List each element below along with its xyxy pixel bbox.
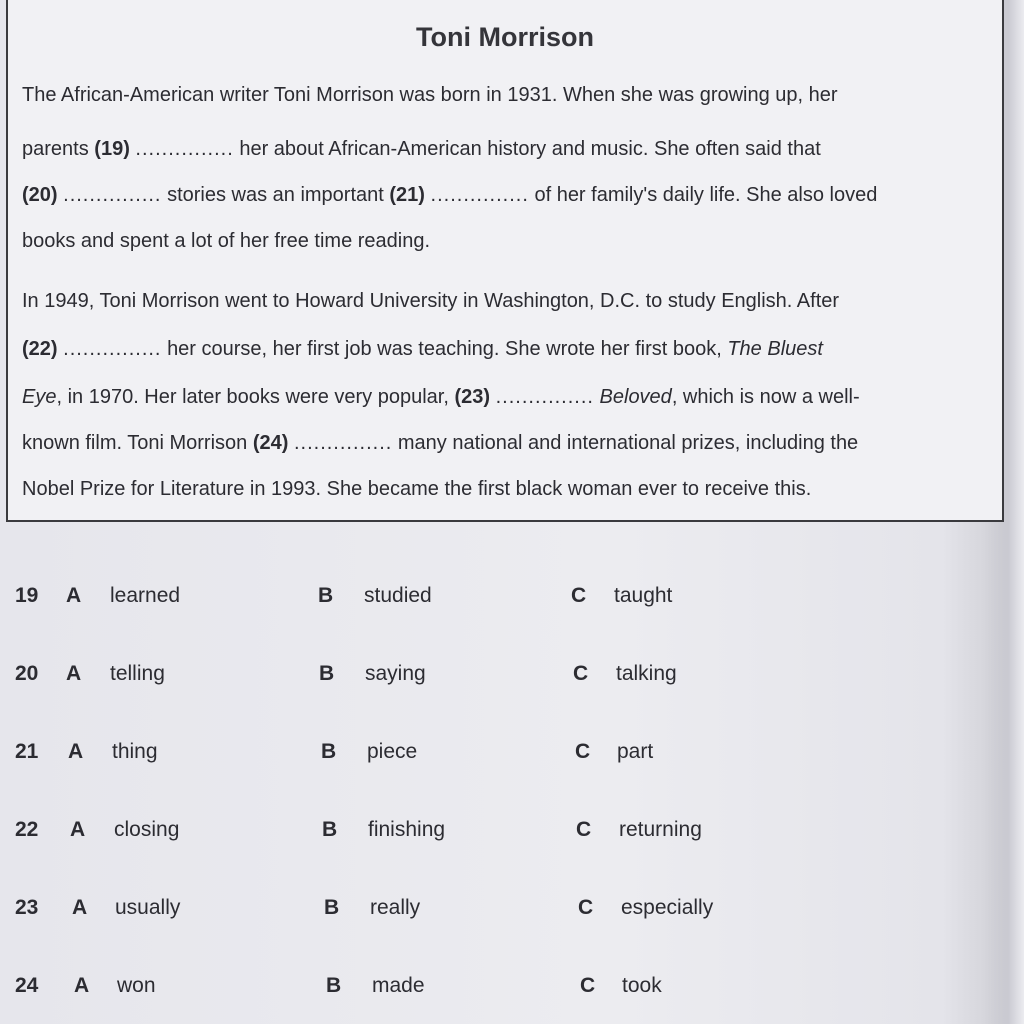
- option-b[interactable]: finishing: [368, 818, 446, 841]
- option-letter-c: C: [578, 896, 594, 919]
- gap-dots: ...............: [430, 184, 529, 206]
- question-number: 21: [15, 740, 39, 763]
- question-row-20: [0, 662, 1024, 702]
- option-letter-c: C: [575, 740, 591, 763]
- option-letter-a: A: [70, 818, 86, 841]
- option-a[interactable]: closing: [114, 818, 180, 841]
- text: In 1949, Toni Morrison went to Howard University in Washington, D.C. to study English. After: [22, 290, 840, 312]
- option-b[interactable]: studied: [364, 584, 432, 607]
- option-a[interactable]: won: [117, 974, 156, 997]
- passage-line: [22, 184, 877, 207]
- option-a[interactable]: telling: [110, 662, 165, 685]
- gap-19: (19): [94, 138, 130, 160]
- option-letter-a: A: [74, 974, 90, 997]
- option-c[interactable]: taught: [614, 584, 673, 607]
- question-number: 23: [15, 896, 39, 919]
- option-c[interactable]: part: [617, 740, 654, 763]
- question-number: 20: [15, 662, 39, 685]
- option-c[interactable]: returning: [619, 818, 702, 841]
- passage-line: [22, 478, 811, 501]
- option-letter-c: C: [573, 662, 589, 685]
- book-title: Beloved: [599, 386, 672, 408]
- text: stories was an important: [167, 184, 384, 206]
- passage-line: [22, 432, 858, 455]
- option-c[interactable]: took: [622, 974, 662, 997]
- text: Nobel Prize for Literature in 1993. She became the first black woman ever to receive this.: [22, 478, 812, 500]
- gap-21: (21): [389, 184, 425, 206]
- question-row-19: [0, 584, 1024, 624]
- option-a[interactable]: usually: [115, 896, 181, 919]
- option-letter-c: C: [576, 818, 592, 841]
- option-a[interactable]: thing: [112, 740, 158, 763]
- passage-line: [22, 138, 821, 161]
- passage-line: [22, 386, 860, 409]
- option-c[interactable]: especially: [621, 896, 714, 919]
- option-letter-a: A: [68, 740, 84, 763]
- gap-22: (22): [22, 338, 58, 360]
- passage-title: Toni Morrison: [416, 22, 594, 52]
- gap-dots: ...............: [495, 386, 594, 408]
- option-letter-b: B: [324, 896, 340, 919]
- text: , in 1970. Her later books were very popular,: [56, 386, 449, 408]
- option-c[interactable]: talking: [616, 662, 677, 685]
- book-title: The Bluest: [727, 338, 823, 360]
- option-letter-a: A: [66, 584, 82, 607]
- text: of her family's daily life. She also loved: [534, 184, 878, 206]
- text: her course, her first job was teaching. She wrote her first book,: [167, 338, 722, 360]
- passage-line: [22, 290, 839, 313]
- option-letter-b: B: [321, 740, 337, 763]
- book-title: Eye: [22, 386, 57, 408]
- passage-box: [6, 0, 1004, 522]
- gap-dots: ...............: [63, 184, 162, 206]
- text: books and spent a lot of her free time reading.: [22, 230, 431, 252]
- option-b[interactable]: made: [372, 974, 425, 997]
- option-b[interactable]: really: [370, 896, 421, 919]
- question-number: 19: [15, 584, 39, 607]
- passage-line: [22, 84, 838, 107]
- gap-20: (20): [22, 184, 58, 206]
- question-row-22: [0, 818, 1024, 858]
- option-b[interactable]: saying: [365, 662, 426, 685]
- option-letter-c: C: [571, 584, 587, 607]
- text: many national and international prizes, including the: [397, 432, 859, 454]
- gap-24: (24): [252, 432, 289, 454]
- option-b[interactable]: piece: [367, 740, 418, 763]
- option-letter-a: A: [72, 896, 88, 919]
- passage-line: [22, 338, 823, 361]
- gap-dots: ...............: [63, 338, 162, 360]
- gap-dots: ...............: [135, 138, 234, 160]
- passage-line: [22, 230, 430, 253]
- option-letter-b: B: [318, 584, 334, 607]
- question-row-24: [0, 974, 1024, 1014]
- question-number: 24: [15, 974, 39, 997]
- option-letter-b: B: [322, 818, 338, 841]
- option-letter-b: B: [319, 662, 335, 685]
- text: her about African-American history and music. She often said that: [239, 138, 821, 160]
- text: The African-American writer Toni Morrison was born in 1931. When she was growing up, her: [22, 84, 838, 106]
- option-letter-a: A: [66, 662, 82, 685]
- gap-23: (23): [454, 386, 491, 408]
- question-row-23: [0, 896, 1024, 936]
- option-letter-c: C: [580, 974, 596, 997]
- question-row-21: [0, 740, 1024, 780]
- question-number: 22: [15, 818, 39, 841]
- text: known film. Toni Morrison: [22, 432, 248, 454]
- text: parents: [22, 138, 89, 160]
- text: , which is now a well-: [671, 386, 860, 408]
- option-letter-b: B: [326, 974, 342, 997]
- option-a[interactable]: learned: [110, 584, 181, 607]
- gap-dots: ...............: [293, 432, 393, 454]
